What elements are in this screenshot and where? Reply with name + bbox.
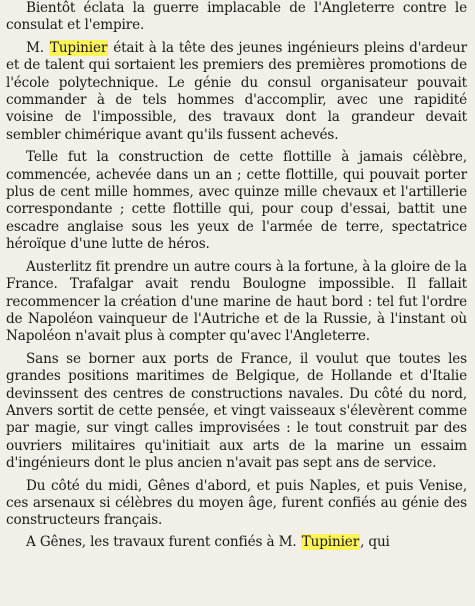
paragraph-1-text: Bientôt éclata la guerre implacable de l'Angleterre contre le consulat et l'empire. xyxy=(6,0,467,34)
paragraph-4 xyxy=(6,259,467,346)
cut-bottom-line xyxy=(6,534,467,551)
paragraph-6 xyxy=(6,478,467,530)
paragraph-3-text: Telle fut la construction de cette flottille à jamais célèbre, commencée, achevée dans un an ; cette flottille, qui pouvait porter plus de cent mille hommes, avec quinze mille chevaux et l'artillerie correspondante ; cette flottille qui, pour coup d'essai, battit une escadre anglaise sous les yeux de l'armée de terre, spectatrice héroïque d'une lutte de héros. xyxy=(6,149,467,253)
paragraph-3 xyxy=(6,149,467,253)
highlighted-name: Tupinier xyxy=(49,39,108,56)
paragraph-2-rest: était à la tête des jeunes ingénieurs pleins d'ardeur et de talent qui sortaient les premiers des premières promotions de l'école polytechnique. Le génie du consul organisateur pouvait commander à de tels hommes d'accomplir, avec une rapidité voisine de l'impossible, des travaux dont la grandeur devait sembler chimérique avant qu'ils fussent achevés. xyxy=(6,39,467,143)
paragraph-5 xyxy=(6,351,467,473)
paragraph-2-lead: M. xyxy=(26,39,44,56)
cut-bottom-rest: , qui xyxy=(360,533,390,550)
paragraph-6-text: Du côté du midi, Gênes d'abord, et puis Naples, et puis Venise, ces arsenaux si célèbres du moyen âge, furent confiés au génie des constructeurs français. xyxy=(6,477,467,529)
cut-bottom-lead: A Gênes, les travaux furent confiés à M. xyxy=(26,533,297,550)
paragraph-2 xyxy=(6,40,467,144)
paragraph-5-text: Sans se borner aux ports de France, il voulut que toutes les grandes positions maritimes de Belgique, de Hollande et d'Italie devinssent des centres de constructions navales. Du côté du nord, Anvers sortit de cette pensée, et vingt vaisseaux s'élevèrent comme par magie, sur vingt calles improvisées : le tout construit par des ouvriers militaires qu'initiait aux arts de la marine un essaim d'ingénieurs dont le plus ancien n'avait pas sept ans de service. xyxy=(6,350,467,472)
paragraph-1 xyxy=(6,0,467,35)
highlighted-name-bottom: Tupinier xyxy=(301,533,360,550)
paragraph-4-text: Austerlitz fit prendre un autre cours à la fortune, à la gloire de la France. Trafalgar avait rendu Boulogne impossible. Il fallait recommencer la création d'une marine de haut bord : tel fut l'ordre de Napoléon vainqueur de l'Autriche et de la Russie, à l'instant où Napoléon n'avait plus à compter qu'avec l'Angleterre. xyxy=(6,258,467,345)
